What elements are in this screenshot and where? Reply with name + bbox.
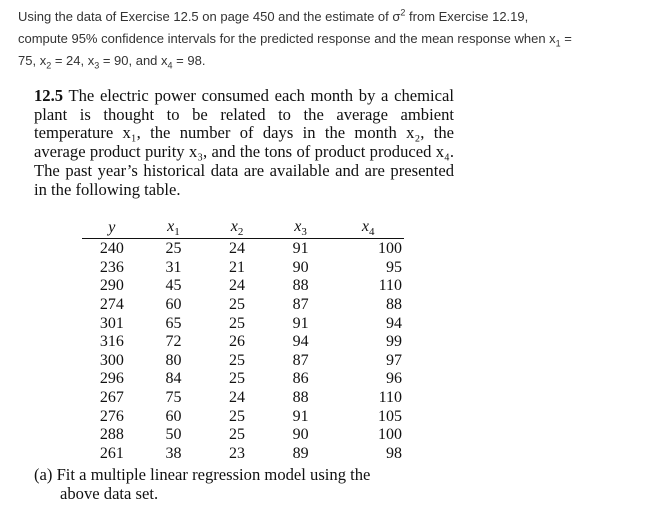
cell-x2: 25 bbox=[229, 426, 246, 444]
cell-x1: 72 bbox=[165, 333, 182, 351]
part-a bbox=[34, 466, 464, 503]
cell-x3: 91 bbox=[292, 314, 309, 332]
cell-x3: 88 bbox=[292, 277, 309, 295]
header-x4: $x_4$ bbox=[332, 218, 404, 239]
cell-x4: 94 bbox=[386, 314, 402, 332]
cell-x3: 89 bbox=[292, 444, 309, 462]
cell-x4: 110 bbox=[378, 388, 402, 406]
cell-x2: 24 bbox=[229, 277, 246, 295]
cell-x3: 86 bbox=[292, 370, 309, 388]
cell-y: 288 bbox=[99, 426, 124, 444]
x-symbol-3: x bbox=[87, 53, 95, 68]
cell-y: 276 bbox=[99, 407, 124, 425]
x-symbol-4: x bbox=[161, 53, 168, 68]
question-line-2 bbox=[18, 28, 638, 50]
cell-x2: 25 bbox=[229, 407, 246, 425]
cell-y: 290 bbox=[99, 277, 124, 295]
cell-y: 267 bbox=[99, 388, 124, 406]
question-line-3-d: = 98. bbox=[172, 53, 206, 68]
question-line-1-suffix: from Exercise 12.19, bbox=[405, 9, 529, 24]
table-row bbox=[82, 352, 404, 371]
cell-x1: 60 bbox=[165, 295, 182, 313]
cell-y: 301 bbox=[99, 314, 124, 332]
table-row bbox=[82, 277, 404, 296]
table-row bbox=[82, 426, 404, 445]
header-x3: $x_3$ bbox=[269, 218, 333, 239]
cell-x4: 88 bbox=[386, 295, 402, 313]
header-x2: $x_2$ bbox=[205, 218, 269, 239]
part-a-line-2: above data set. bbox=[60, 483, 159, 503]
problem-number: 12.5 bbox=[34, 86, 64, 105]
question-line-2-suffix: = bbox=[560, 31, 572, 46]
cell-x1: 65 bbox=[165, 314, 182, 332]
cell-x1: 45 bbox=[165, 277, 182, 295]
cell-x3: 88 bbox=[292, 388, 309, 406]
cell-x1: 50 bbox=[165, 426, 182, 444]
cell-x4: 100 bbox=[378, 240, 402, 258]
cell-x1: 84 bbox=[165, 370, 182, 388]
x-symbol-2: x bbox=[39, 53, 47, 68]
cell-x1: 38 bbox=[165, 444, 182, 462]
header-x1: $x_1$ bbox=[142, 218, 206, 239]
cell-x4: 110 bbox=[378, 277, 402, 295]
question-line-1-prefix: Using the data of Exercise 12.5 on page 450 and the estimate of bbox=[18, 9, 393, 24]
cell-x2: 25 bbox=[229, 370, 246, 388]
cell-x4: 97 bbox=[386, 351, 402, 369]
table-row bbox=[82, 389, 404, 408]
part-a-label: (a) bbox=[34, 465, 53, 484]
table-row bbox=[82, 239, 404, 259]
question-line-1 bbox=[18, 6, 638, 28]
cell-y: 300 bbox=[99, 351, 124, 369]
header-y: y bbox=[82, 218, 142, 239]
cell-x2: 26 bbox=[229, 333, 246, 351]
table-row bbox=[82, 259, 404, 278]
cell-x3: 94 bbox=[292, 333, 309, 351]
question-line-3 bbox=[18, 50, 638, 72]
cell-x2: 24 bbox=[229, 388, 246, 406]
question-line-2-prefix: compute 95% confidence intervals for the predicted response and the mean response when bbox=[18, 31, 550, 46]
table-row bbox=[82, 408, 404, 427]
cell-x4: 96 bbox=[386, 370, 402, 388]
subscript-1: 1 bbox=[555, 38, 561, 49]
cell-y: 261 bbox=[99, 444, 124, 462]
table-row bbox=[82, 445, 404, 464]
table-header-row bbox=[82, 218, 404, 239]
table-row bbox=[82, 370, 404, 389]
cell-y: 236 bbox=[99, 258, 124, 276]
cell-y: 316 bbox=[99, 333, 124, 351]
cell-x1: 60 bbox=[165, 407, 182, 425]
cell-x3: 87 bbox=[292, 351, 309, 369]
table-row bbox=[82, 315, 404, 334]
cell-x2: 25 bbox=[229, 351, 246, 369]
cell-x1: 80 bbox=[165, 351, 182, 369]
sigma-symbol: σ bbox=[392, 9, 401, 24]
cell-x4: 105 bbox=[378, 407, 402, 425]
cell-x2: 25 bbox=[229, 295, 246, 313]
table-row bbox=[82, 296, 404, 315]
cell-x4: 95 bbox=[386, 258, 402, 276]
subscript-4: 4 bbox=[167, 60, 173, 71]
cell-x2: 21 bbox=[229, 258, 246, 276]
question-line-3-a: 75, bbox=[18, 53, 40, 68]
cell-x3: 90 bbox=[292, 426, 309, 444]
cell-x1: 75 bbox=[165, 388, 182, 406]
x-symbol-1: x bbox=[549, 31, 556, 46]
cell-y: 296 bbox=[99, 370, 124, 388]
cell-x4: 99 bbox=[386, 333, 402, 351]
cell-x1: 25 bbox=[165, 240, 182, 258]
subscript-2: 2 bbox=[46, 60, 52, 71]
cell-x1: 31 bbox=[165, 258, 182, 276]
data-table bbox=[82, 218, 404, 463]
cell-x2: 25 bbox=[229, 314, 246, 332]
cell-y: 274 bbox=[99, 295, 124, 313]
cell-y: 240 bbox=[99, 240, 124, 258]
part-a-text-1: Fit a multiple linear regression model using the bbox=[56, 465, 371, 484]
cell-x4: 100 bbox=[378, 426, 402, 444]
question-line-3-c: = 90, and bbox=[99, 53, 162, 68]
question-line-3-b: = 24, bbox=[51, 53, 88, 68]
cell-x2: 23 bbox=[229, 444, 246, 462]
cell-x3: 91 bbox=[292, 407, 309, 425]
question-text bbox=[18, 6, 638, 72]
cell-x4: 98 bbox=[386, 444, 402, 462]
cell-x3: 91 bbox=[292, 240, 309, 258]
table-row bbox=[82, 333, 404, 352]
sigma-exponent: 2 bbox=[400, 7, 406, 18]
part-a-line-1 bbox=[34, 466, 464, 485]
cell-x3: 87 bbox=[292, 295, 309, 313]
cell-x2: 24 bbox=[229, 240, 246, 258]
cell-x3: 90 bbox=[292, 258, 309, 276]
subscript-3: 3 bbox=[94, 60, 100, 71]
problem-body: The electric power consumed each month by a chemical plant is thought to be related to the average ambient temperature x₁, the number of days in the month x₂, the average product purity x₃, and the tons of product produced x₄. The past year’s historical data are available and are presented in the following table. bbox=[34, 86, 454, 199]
problem-statement bbox=[34, 87, 454, 199]
